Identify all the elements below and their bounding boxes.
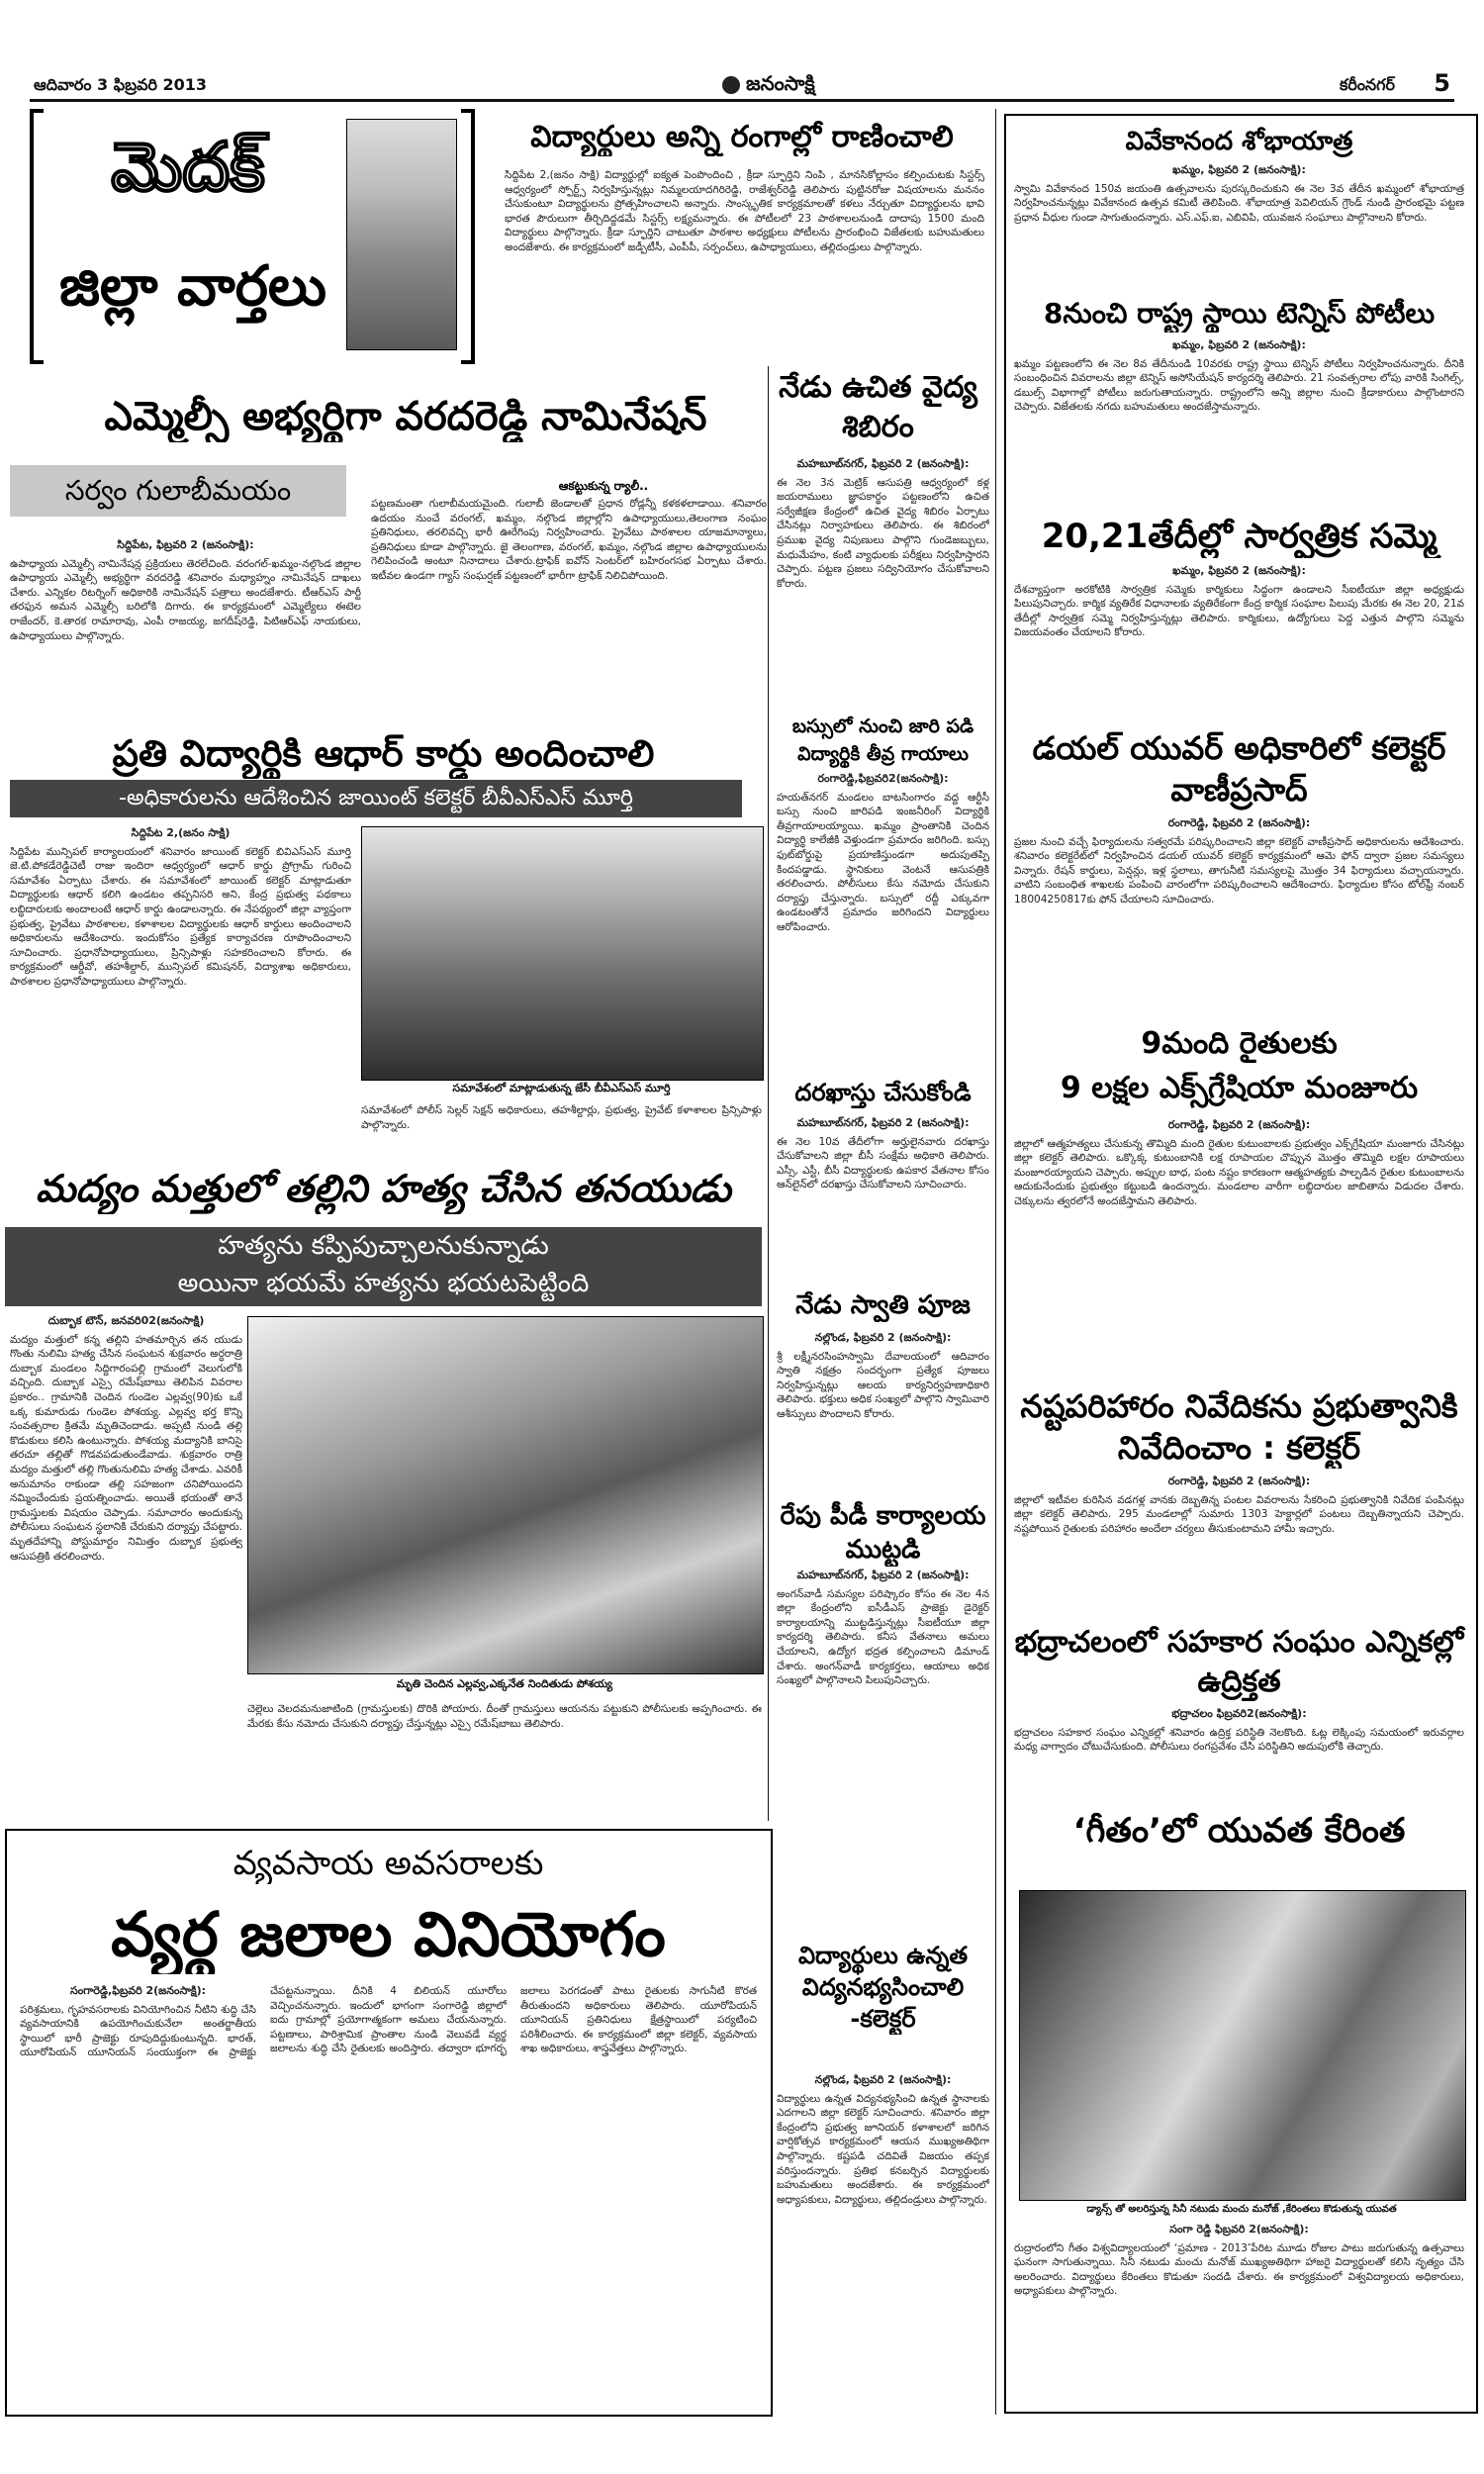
col4-s3-dateline: ఖమ్మం, ఫిబ్రవరి 2 (జనంసాక్షి): — [1172, 564, 1306, 577]
col3-s1-dateline: మహబూబ్‌నగర్, ఫిబ్రవరి 2 (జనంసాక్షి): — [796, 457, 970, 470]
col4-s8-text: రుద్రారంలోని గీతం విశ్వవిద్యాలయంలో ‘ప్రమాణ - 2013’పేరిట మూడు రోజుల పాటు జరుగుతున్న ఉత్సవాలు ఘనంగా సాగుతున్నాయి. సినీ నటుడు మంచు మనోజ్ ముఖ్యఅతిథిగా హాజరై విద్యార్థులతో కలిసి నృత్యం చేసి అలరించారు. విద్యార్థులు కేరింతలు కొడుతూ సందడి చేశారు. ఈ కార్యక్రమంలో విశ్వవిద్యాలయ అధికారులు, అధ్యాపకులు పాల్గొన్నారు. — [1014, 2241, 1464, 2298]
story4-body — [10, 1314, 242, 1819]
col4-s8-photo — [1019, 1890, 1466, 2201]
col3-s4-headline: నేడు స్వాతి పూజ — [795, 1290, 971, 1320]
bracket-left — [30, 109, 44, 364]
col3-s6-text: విద్యార్థులు ఉన్నత విద్యనభ్యసించి ఉన్నత స్థానాలకు ఎదగాలని జిల్లా కలెక్టర్ సూచించారు. శనివారం జిల్లా కేంద్రంలోని ప్రభుత్వ జూనియర్ కళాశాలలో జరిగిన వార్షికోత్సవ కార్యక్రమంలో ఆయన ముఖ్యఅతిథిగా పాల్గొన్నారు. కష్టపడి చదివితే విజయం తప్పక వరిస్తుందన్నారు. ప్రతిభ కనబర్చిన విద్యార్థులకు బహుమతులు అందజేశారు. ఈ కార్యక్రమంలో అధ్యాపకులు, విద్యార్థులు, తల్లిదండ్రులు పాల్గొన్నారు. — [777, 2092, 989, 2206]
col4-s8-dateline: సంగా రెడ్డి ఫిబ్రవరి 2(జనంసాక్షి): — [1169, 2223, 1309, 2236]
col4-s1-dateline: ఖమ్మం, ఫిబ్రవరి 2 (జనంసాక్షి): — [1172, 163, 1306, 176]
col4-s5-headline: 9మంది రైతులకు — [1141, 1026, 1338, 1061]
col3-s2-body — [777, 772, 989, 1069]
col4-s6-dateline: రంగారెడ్డి, ఫిబ్రవరి 2 (జనంసాక్షి): — [1167, 1475, 1311, 1487]
col4-s1-headline: వివేకానంద శోభాయాత్ర — [1125, 127, 1353, 156]
story2-body-continued: పట్టణమంతా గులాబీమయమైంది. గులాబీ జెండాలతో ప్రధాన రోడ్లన్నీ కళకళలాడాయి. శనివారం ఉదయం నుంచే వరంగల్, ఖమ్మం, నల్గొండ జిల్లాల్లోని ఉపాధ్యాయులు,తెలంగాణ నంఘం ప్రతినిధులు, తరలివచ్చి భారీ ఊరేగింపు నిర్వహించారు. ప్రైవేటు పాఠశాలల యాజమాన్యాలు, ప్రతినిధులు కూడా పాల్గొన్నారు. జై తెలంగాణ, వరంగల్, ఖమ్మం, నల్గొండ జిల్లాల ఉపాధ్యాయులను గెలిపించండి అంటూ నినాదాలు చేశారు.ట్రాఫిక్ ఐవోన్ సెంటర్‌లో బహిరంగసభ ఏర్పాటు చేశారు. ఇటీవల ఉండగా గ్యాస్ సంఘర్షణ్ పట్టణంలో భారీగా ట్రాఫిక్ నిలిచిపోయింది. — [371, 498, 767, 582]
story4-dateline: దుబ్బాక టౌన్, జనవరి02(జనంసాక్షి) — [47, 1314, 205, 1327]
col4-s6-text: జిల్లాలో ఇటీవల కురిసిన వడగళ్ల వానకు దెబ్బతిన్న పంటల వివరాలను సేకరించి ప్రభుత్వానికి నివేదిక పంపినట్లు జిల్లా కలెక్టర్ తెలిపారు. 295 మండలాల్లో సుమారు 1303 హెక్టార్లలో పంటలు దెబ్బతిన్నాయని చెప్పారు. నష్టపోయిన రైతులకు పరిహారం అందేలా చర్యలు తీసుకుంటామని హామీ ఇచ్చారు. — [1014, 1493, 1464, 1535]
paper-logo — [722, 71, 815, 100]
story4-photo — [247, 1316, 764, 1674]
col3-s2-headline: బస్సులో నుంచి జారి పడి విద్యార్థికి తీవ్ర గాయాలు — [791, 715, 974, 765]
col3-s6-headline: విద్యార్థులు ఉన్నత విద్యనభ్యసించాలి -కలెక్టర్ — [797, 1942, 969, 2033]
col4-s2-body — [1014, 338, 1464, 502]
col4-s3-body — [1014, 564, 1464, 713]
story2-subhead: సర్వం గులాబీమయం — [10, 465, 346, 517]
story5-dateline: సంగారెడ్డి,ఫిబ్రవరి 2(జనంసాక్షి): — [69, 1984, 207, 1997]
story4-headline: మద్యం మత్తులో తల్లిని హత్య చేసిన తనయుడు — [36, 1167, 731, 1210]
medak-banner — [30, 109, 475, 356]
col4-s8-caption: డ్యాన్స్ తో అలరిస్తున్న సినీ నటుడు మంచు మనోజ్ ,కేరింతలు కొడుతున్న యువత — [1086, 2204, 1397, 2215]
col4-s5-text: జిల్లాలో ఆత్మహత్యలు చేసుకున్న తొమ్మిది మంది రైతుల కుటుంబాలకు ప్రభుత్వం ఎక్స్‌గ్రేషియా మంజూరు చేసినట్లు జిల్లా కలెక్టర్ తెలిపారు. ఒక్కొక్క కుటుంబానికి లక్ష రూపాయల చొప్పున మొత్తం తొమ్మిది లక్షల రూపాయలు మంజూరయ్యాయని చెప్పారు. అప్పుల బాధ, పంట నష్టం కారణంగా ఆత్మహత్యకు పాల్పడిన రైతుల కుటుంబాలను ఆదుకునేందుకు ప్రభుత్వం కట్టుబడి ఉందన్నారు. మండలాల వారీగా లబ్ధిదారుల జాబితాను విడుదల చేశారు. చెక్కులను త్వరలోనే అందజేస్తామని తెలిపారు. — [1014, 1137, 1464, 1207]
story3-body — [10, 826, 351, 1153]
paper-name: జనంసాక్షి — [746, 71, 815, 95]
col4-s5-headline2: 9 లక్షల ఎక్స్‌గ్రేషియా మంజూరు — [1060, 1071, 1419, 1105]
col4-s3-text: దేశవ్యాప్తంగా అరకోటికి సార్వత్రిక సమ్మెకు కార్మికులు సిద్ధంగా ఉండాలని సీఐటీయూ జిల్లా అధ్యక్షుడు పిలుపునిచ్చారు. కార్మిక వ్యతిరేక విధానాలకు వ్యతిరేకంగా కేంద్ర కార్మిక సంఘాల పిలుపు మేరకు ఈ నెల 20, 21వ తేదీల్లో సార్వత్రిక సమ్మె నిర్వహిస్తున్నట్లు తెలిపారు. కార్మికులు, ఉద్యోగులు పెద్ద ఎత్తున పాల్గొని సమ్మెను విజయవంతం చేయాలని కోరారు. — [1014, 583, 1464, 639]
col3-s1-headline: నేడు ఉచిత వైద్య శిబిరం — [779, 370, 977, 444]
story4-body-continued: చెల్లెలు వెలదమనుజాటింది (గ్రామస్తులకు) దొరికి పోయారు. దీంతో గ్రామస్తులు ఆయనను పట్టుకుని పోలీసులకు అప్పగించారు. ఈ మేరకు కేసు నమోదు చేసుకుని దర్యాప్తు చేస్తున్నట్లు ఎస్సై రమేష్‌బాబు తెలిపారు. — [247, 1703, 762, 1730]
issue-date: ఆదివారం 3 ఫిబ్రవరి 2013 — [34, 75, 208, 94]
story3-headline: ప్రతి విద్యార్థికి ఆధార్ కార్డు అందించాలి — [112, 732, 655, 775]
col4-s4-text: ప్రజల నుంచి వచ్చే ఫిర్యాదులను సత్వరమే పరిష్కరించాలని జిల్లా కలెక్టర్ వాణీప్రసాద్ అధికారులను ఆదేశించారు. శనివారం కలెక్టరేట్‌లో నిర్వహించిన డయల్ యువర్ కలెక్టర్ కార్యక్రమంలో ఆమె ఫోన్ ద్వారా ప్రజల సమస్యలు విన్నారు. రేషన్ కార్డులు, పెన్షన్లు, ఇళ్ల స్థలాలు, తాగునీటి సమస్యలపై మొత్తం 34 ఫిర్యాదులు వచ్చాయన్నారు. వాటిని సంబంధిత శాఖలకు పంపించి వారంలోగా పరిష్కరించాలని ఆదేశించారు. ఫిర్యాదుల కోసం టోల్‌ఫ్రీ నంబర్ 18004250817కు ఫోన్ చేయాలని సూచించారు. — [1014, 835, 1464, 905]
col3-s3-body — [777, 1116, 989, 1285]
story4-text: మద్యం మత్తులో కన్న తల్లిని హతమార్చిన తన యుడు గొంతు నులిమి హత్య చేసిన సంఘటన శుక్రవారం అర్ధరాత్రి దుబ్బాక మండలం సిద్దిగారంపల్లి గ్రామంలో వెలుగులోకి వచ్చింది. దుబ్బాక ఎస్సై రమేష్‌బాబు తెలిపిన వివరాల ప్రకారం.. గ్రామానికి చెందిన గుండెల ఎల్లవ్వ(90)కు ఒకే ఒక్క కుమారుడు గుండెల పోశయ్య. ఎల్లవ్వ భర్త కొన్ని సంవత్సరాల క్రితమే మృతిచెందాడు. అప్పటి నుండి తల్లి కొడుకులు కలిసి ఉంటున్నారు. పోశయ్య మద్యానికి బానిసై తరచూ తల్లితో గొడవపడుతుండేవాడు. శుక్రవారం రాత్రి మద్యం మత్తులో తల్లి గొంతునులిమి హత్య చేశాడు. ఎవరికీ అనుమానం రాకుండా తల్లి సహజంగా చనిపోయిందని నమ్మించేందుకు ప్రయత్నించాడు. అయితే భయంతో తానే గ్రామస్తులకు విషయం చెప్పాడు. సమాచారం అందుకున్న పోలీసులు సంఘటన స్థలానికి చేరుకుని దర్యాప్తు చేపట్టారు. మృతదేహాన్ని పోస్టుమార్టం నిమిత్తం దుబ్బాక ప్రభుత్వ ఆసుపత్రికి తరలించారు. — [10, 1333, 242, 1563]
col3-s6-body — [777, 2073, 989, 2410]
col3-s5-headline: రేపు పీడీ కార్యాలయ ముట్టడి — [780, 1501, 986, 1565]
col4-s6-headline: నష్టపరిహారం నివేదికను ప్రభుత్వానికి నివేదించాం : కలెక్టర్ — [1020, 1387, 1458, 1467]
medak-title-line1: మెదక్ — [111, 129, 265, 207]
page-number: 5 — [1434, 69, 1450, 97]
col3-s4-dateline: నల్లొండ, ఫిబ్రవరి 2 (జనంసాక్షి): — [814, 1331, 952, 1344]
col4-s8-headline: ‘గీతం’లో యువత కేరింత — [1072, 1811, 1406, 1851]
story3-dateline: సిద్దిపేట 2,(జనం సాక్షి) — [131, 826, 231, 839]
col3-s2-text: హయత్‌నగర్ మండలం బాటసింగారం వద్ద ఆర్టీసీ బస్సు నుంచి జారిపడి ఇంజనీరింగ్ విద్యార్థికి తీవ్రగాయాలయ్యాయి. ఖమ్మం ప్రాంతానికి చెందిన విద్యార్థి కాలేజీకి వెళ్తుండగా ప్రమాదం జరిగింది. బస్సు ఫుట్‌బోర్డుపై ప్రయాణిస్తుండగా అదుపుతప్పి కిందపడ్డాడు. స్థానికులు వెంటనే ఆసుపత్రికి తరలించారు. పోలీసులు కేసు నమోదు చేసుకుని దర్యాప్తు చేస్తున్నారు. బస్సులో రద్దీ ఎక్కువగా ఉండటంతోనే ప్రమాదం జరిగిందని విద్యార్థులు ఆరోపించారు. — [777, 791, 989, 933]
col3-s3-text: ఈ నెల 10వ తేదీలోగా అర్హులైనవారు దరఖాస్తు చేసుకోవాలని జిల్లా బీసీ సంక్షేమ అధికారి తెలిపారు. ఎస్సీ, ఎస్టీ, బీసీ విద్యార్థులకు ఉపకార వేతనాల కోసం ఆన్‌లైన్‌లో దరఖాస్తు చేసుకోవాలని సూచించారు. — [777, 1135, 989, 1191]
medak-title-line2: జిల్లా వార్తలు — [58, 254, 327, 319]
story5-body — [20, 1984, 757, 2400]
story4-caption: మృతి చెందిన ఎల్లవ్వ,ఎక్కనేత నిందితుడు పోశయ్య — [396, 1677, 613, 1690]
col4-s8-body — [1014, 2223, 1464, 2406]
story2-headline: ఎమ్మెల్సీ అభ్యర్థిగా వరదరెడ్డి నామినేషన్ — [104, 394, 707, 439]
col4-s7-body — [1014, 1707, 1464, 1796]
vertical-rule-col3 — [995, 109, 996, 2415]
story2-sidehead: ఆకట్టుకున్న ర్యాలీ.. — [558, 479, 649, 493]
vertical-rule-col2 — [768, 366, 769, 1821]
story3-text: సిద్దిపేట మున్సిపల్ కార్యాలయంలో శనివారం జాయింట్ కలెక్టర్ బివిఎస్ఎస్ మూర్తి జె.టి.పోకడేరెడ్డిచెటీ రాజు ఇందిరా ఆధ్వర్యంలో ఆధార్ కార్డు ప్రోగ్రామ్ గురించి సమావేశం ఏర్పాటు చేశారు. ఈ సమావేశంలో జాయింట్ కలెక్టర్ మాట్లాడుతూ విద్యార్థులకు ఆధార్ కలిగి ఉండటం తప్పనిసరి అని, కేంద్ర ప్రభుత్వ పథకాలు లబ్ధిదారులకు అందాలంటే ఆధార్ కార్డు ఉండాలన్నారు. ఈ నేపథ్యంలో జిల్లా వ్యాప్తంగా ప్రభుత్వ, ప్రైవేటు పాఠశాలల, కళాశాలల విద్యార్థులకు ఆధార్ కార్డులు అందించాలని అధికారులను ఆదేశించారు. ఇందుకోసం ప్రత్యేక కార్యాచరణ రూపొందించాలని సూచించారు. ప్రధానోపాధ్యాయులు, ప్రిన్సిపాళ్లు సహకరించాలని కోరారు. ఈ కార్యక్రమంలో ఆర్డీవో, తహశీల్దార్, మున్సిపల్ కమిషనర్, విద్యాశాఖ అధికారులు, పాఠశాలల ప్రధానోపాధ్యాయులు పాల్గొన్నారు. — [10, 845, 351, 988]
story1-body: సిద్దిపేట 2,(జనం సాక్షి) విద్యార్థుల్లో ఐక్యత పెంపొందించి , క్రీడా స్ఫూర్తిని నింపి , మానసికోల్లాసం కల్పించుటకు సిస్టర్స్ ఆధ్వర్యంలో స్పోర్ట్స్ నిర్వహిస్తున్నట్లు నిమ్మలయాదగిరిరెడ్డి, రాజేశ్వర్‌రెడ్డి తెలిపారు పుట్టినరోజు విషయాలను మననం చేసుకుంటూ విద్యార్థులను ప్రోత్సహించాలని అన్నారు. సాంస్కృతిక కార్యక్రమాలతో కళలు నేర్చుతూ విద్యార్థులను భావి భారత పౌరులుగా తీర్చిదిద్దడమే సిస్టర్స్ లక్ష్యమన్నారు. ఈ పోటీలలో 23 పాఠశాలలనుండి దాదాపు 1500 మంది విద్యార్థులు పాల్గొన్నారు. క్రీడా స్ఫూర్తిని చాటుతూ పాఠశాల అధ్యక్షులు పోటీలను ప్రారంభించి విజేతలకు బహుమతులు అందజేశారు. ఈ కార్యక్రమంలో జడ్పీటీసీ, ఎంపీపీ, సర్పంచ్‌లు, ఉపాధ్యాయులు, తల్లిదండ్రులు పాల్గొన్నారు. — [505, 169, 984, 253]
story3-body-continued: సమావేశంలో పోలీస్ సెల్లర్ సెక్షన్ అధికారులు, తహశీల్దార్లు, ప్రభుత్వ, ప్రైవేట్ కళాశాలల ప్రిన్సిపాళ్లు పాల్గొన్నారు. — [361, 1104, 762, 1131]
story4-subhead-line2: అయినా భయమే హత్యను భయటపెట్టింది — [177, 1269, 590, 1298]
story1-headline: విద్యార్థులు అన్ని రంగాల్లో రాణించాలి — [530, 120, 954, 154]
story2-body — [10, 538, 361, 726]
col4-s4-dateline: రంగారెడ్డి, ఫిబ్రవరి 2 (జనంసాక్షి): — [1167, 816, 1311, 829]
col4-s5-body — [1014, 1118, 1464, 1380]
col3-s3-headline: దరఖాస్తు చేసుకోండి — [794, 1079, 972, 1106]
col4-s3-headline: 20,21తేదీల్లో సార్వత్రిక సమ్మె — [1041, 517, 1438, 556]
story3-photo — [361, 826, 764, 1081]
col3-s5-body — [777, 1569, 989, 1821]
masthead-rule — [30, 99, 1454, 102]
col4-s2-dateline: ఖమ్మం, ఫిబ్రవరి 2 (జనంసాక్షి): — [1172, 338, 1306, 351]
col3-s3-dateline: మహబూబ్‌నగర్, ఫిబ్రవరి 2 (జనంసాక్షి): — [796, 1116, 970, 1129]
col4-s6-body — [1014, 1475, 1464, 1613]
col4-s2-text: ఖమ్మం పట్టణంలోని ఈ నెల 8వ తేదీనుండి 10వరకు రాష్ట్ర స్థాయి టెన్నిస్ పోటీలు నిర్వహించనున్నారు. దీనికి సంబంధించిన వివరాలను జిల్లా టెన్నిస్ అసోసియేషన్ కార్యదర్శి తెలిపారు. 21 సంవత్సరాల లోపు వారికి సింగిల్స్, డబుల్స్ విభాగాల్లో పోటీలు జరుగుతాయన్నారు. రాష్ట్రంలోని అన్ని జిల్లాల నుంచి క్రీడాకారులు పాల్గొంటారని చెప్పారు. విజేతలకు నగదు బహుమతులు అందజేస్తామన్నారు. — [1014, 357, 1464, 414]
col4-s7-headline: భద్రాచలంలో సహకార సంఘం ఎన్నికల్లో ఉద్రిక్తత — [1014, 1625, 1464, 1699]
story4-subhead-band — [5, 1227, 762, 1306]
col4-s7-text: భద్రాచలం సహకార సంఘం ఎన్నికల్లో శనివారం ఉద్రిక్త పరిస్థితి నెలకొంది. ఓట్ల లెక్కింపు సమయంలో ఇరువర్గాల మధ్య వాగ్వాదం చోటుచేసుకుంది. పోలీసులు రంగప్రవేశం చేసి పరిస్థితిని అదుపులోకి తెచ్చారు. — [1014, 1726, 1464, 1754]
story3-subhead: -అధికారులను ఆదేశించిన జాయింట్ కలెక్టర్ బీవీఎస్ఎస్ మూర్తి — [10, 780, 742, 817]
col4-s1-text: స్వామి వివేకానంద 150వ జయంతి ఉత్సవాలను పురస్కరించుకుని ఈ నెల 3వ తేదీన ఖమ్మంలో శోభాయాత్ర నిర్వహించనున్నట్లు వివేకానంద ఉత్సవ కమిటీ తెలిపింది. శోభాయాత్ర పెవిలియన్ గ్రౌండ్ నుండి ప్రారంభమై పట్టణ ప్రధాన వీధుల గుండా సాగుతుందన్నారు. ఎస్.ఎఫ్.ఐ, ఎబివిపి, యువజన సంఘాలు పాల్గొనాలని కోరారు. — [1014, 182, 1464, 224]
col4-s2-headline: 8నుంచి రాష్ట్ర స్థాయి టెన్నిస్ పోటీలు — [1043, 297, 1436, 330]
story2-body-text: ఉపాధ్యాయ ఎమ్మెల్సీ నామినేషన్ల ప్రక్రియలు తెరలేచింది. వరంగల్‌-ఖమ్మం-నల్గొండ జిల్లాల ఉపాధ్యాయ ఎమ్మెల్సీ అభ్యర్థిగా వరదరెడ్డి శనివారం మధ్యాహ్నం నామినేషన్ దాఖలు చేశారు. ఎన్నికల రిటర్నింగ్ అధికారికి నామినేషన్ పత్రాలు అందజేశారు. టీఆర్ఎస్ పార్టీ తరఫున అమన ఎమ్మెల్సీ బరిలోకి దిగారు. ఈ కార్యక్రమంలో ఎమ్మెల్యేలు ఈటెల రాజేందర్, కె.తారక రామారావు, ఎంపీ రాజయ్య, జగదీష్‌రెడ్డి, పిటిఆర్ఎఫ్ నాయకులు, ఉపాధ్యాయులు పాల్గొన్నారు. — [10, 557, 361, 642]
story5-text: పరిశ్రమలు, గృహవసరాలకు వినియోగించిన నీటిని శుద్ధి చేసి వ్యవసాయానికి ఉపయోగించుకునేలా అంతర్జాతీయ స్థాయిలో భారీ ప్రాజెక్టు రూపుదిద్దుకుంటున్నది. భారత్, యూరోపియన్ యూనియన్ సంయుక్తంగా ఈ ప్రాజెక్టు చేపట్టనున్నాయి. దీనికి 4 బిలియన్ యూరోలు వెచ్చించనున్నారు. ఇందులో భాగంగా సంగారెడ్డి జిల్లాలో ఐదు గ్రామాల్లో ప్రయోగాత్మకంగా అమలు చేయనున్నారు. పట్టణాలు, పారిశ్రామిక ప్రాంతాల నుండి వెలువడే వ్యర్థ జలాలను శుద్ధి చేసి రైతులకు అందిస్తారు. తద్వారా భూగర్భ జలాలు పెరగడంతో పాటు రైతులకు సాగునీటి కొరత తీరుతుందని అధికారులు తెలిపారు. యూరోపియన్ యూనియన్ ప్రతినిధులు క్షేత్రస్థాయిలో పర్యటించి పరిశీలించారు. ఈ కార్యక్రమంలో జిల్లా కలెక్టర్, వ్యవసాయ శాఖ అధికారులు, శాస్త్రవేత్తలు పాల్గొన్నారు. — [20, 1985, 757, 2059]
masthead — [30, 69, 1454, 99]
story5-kicker: వ్యవసాయ అవసరాలకు — [232, 1844, 544, 1883]
col4-s1-body — [1014, 163, 1464, 287]
col3-s4-text: శ్రీ లక్ష్మీనరసింహస్వామి దేవాలయంలో ఆదివారం స్వాతి నక్షత్రం సందర్భంగా ప్రత్యేక పూజలు నిర్వహిస్తున్నట్లు ఆలయ కార్యనిర్వహణాధికారి తెలిపారు. భక్తులు అధిక సంఖ్యలో పాల్గొని స్వామివారి ఆశీస్సులు పొందాలని కోరారు. — [777, 1350, 989, 1420]
church-photo — [346, 119, 457, 350]
story3-caption: సమావేశంలో మాట్లాడుతున్న జేసీ బీవీఎస్ఎస్ మూర్తి — [452, 1082, 671, 1094]
col3-s1-body — [777, 457, 989, 705]
col3-s5-dateline: మహబూబ్‌నగర్, ఫిబ్రవరి 2 (జనంసాక్షి): — [796, 1569, 970, 1581]
bracket-right — [461, 109, 475, 364]
col4-s4-headline: డయల్ యువర్ అధికారిలో కలెక్టర్ వాణీప్రసాద్ — [1032, 729, 1446, 809]
logo-icon — [722, 76, 740, 94]
col3-s5-text: అంగన్‌వాడీ సమస్యల పరిష్కారం కోసం ఈ నెల 4న జిల్లా కేంద్రంలోని ఐసీడీఎస్ ప్రాజెక్టు డైరెక్టర్ కార్యాలయాన్ని ముట్టడిస్తున్నట్లు సీఐటీయూ జిల్లా కార్యదర్శి తెలిపారు. కనీస వేతనాలు అమలు చేయాలని, ఉద్యోగ భద్రత కల్పించాలని డిమాండ్ చేశారు. అంగన్‌వాడీ కార్యకర్తలు, ఆయాలు అధిక సంఖ్యలో పాల్గొనాలని పిలుపునిచ్చారు. — [777, 1587, 989, 1687]
col4-s4-body — [1014, 816, 1464, 1014]
col4-s5-dateline: రంగారెడ్డి, ఫిబ్రవరి 2 (జనంసాక్షి): — [1167, 1118, 1311, 1131]
col3-s2-dateline: రంగారెడ్డి,ఫిబ్రవరి2(జనంసాక్షి): — [817, 772, 949, 785]
col4-s7-dateline: భద్రాచలం ఫిబ్రవరి2(జనంసాక్షి): — [1171, 1707, 1307, 1720]
col3-s6-dateline: నల్లొండ, ఫిబ్రవరి 2 (జనంసాక్షి): — [814, 2073, 952, 2086]
col3-s1-text: ఈ నెల 3న మెట్రిక్ ఆసుపత్రి ఆధ్వర్యంలో కళ్ల జయరాములు జ్ఞాపకార్థం పట్టణంలోని ఉచిత సర్వేజీక్షణ కేంద్రంలో ఉచిత వైద్య శిబిరం ఏర్పాటు చేసినట్లు నిర్వాహకులు తెలిపారు. ఈ శిబిరంలో ప్రముఖ వైద్య నిపుణులు పాల్గొని గుండెజబ్బులు, మధుమేహం, కంటి వ్యాధులకు పరీక్షలు నిర్వహిస్తారని చెప్పారు. పట్టణ ప్రజలు సద్వినియోగం చేసుకోవాలని కోరారు. — [777, 476, 989, 590]
story4-subhead-line1: హత్యను కప్పిపుచ్చాలనుకున్నాడు — [218, 1231, 549, 1261]
col3-s4-body — [777, 1331, 989, 1494]
story2-dateline: సిద్దిపేట, ఫిబ్రవరి 2 (జనంసాక్షి): — [117, 538, 254, 551]
edition-name: కరీంనగర్ — [1339, 75, 1395, 94]
story5-headline: వ్యర్థ జలాల వినియోగం — [111, 1898, 666, 1970]
